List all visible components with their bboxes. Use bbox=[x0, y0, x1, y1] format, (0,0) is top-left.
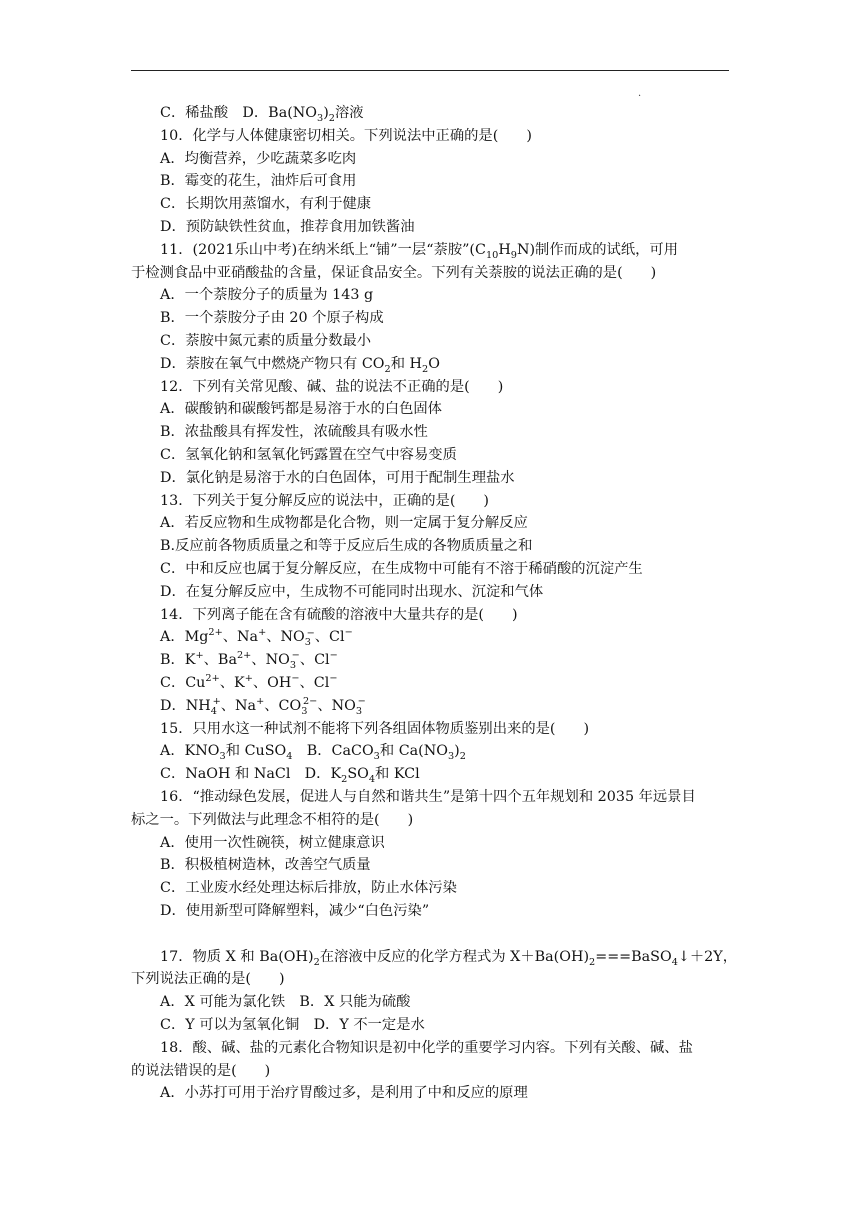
text-run: 18．酸、碱、盐的元素化合物知识是初中化学的重要学习内容。下列有关酸、碱、盐 bbox=[160, 1039, 693, 1056]
text-line-q15 bbox=[131, 718, 729, 741]
text-run: D．在复分解反应中，生成物不可能同时出现水、沉淀和气体 bbox=[160, 583, 544, 600]
superscript: − bbox=[291, 673, 300, 685]
ion-charge-stack bbox=[290, 649, 300, 672]
text-run: A．X 可能为氯化铁 B．X 只能为硫酸 bbox=[160, 994, 411, 1011]
text-run: 15．只用水这一种试剂不能将下列各组固体物质鉴别出来的是( bbox=[160, 720, 556, 737]
text-run: C．氢氧化钠和氢氧化钙露置在空气中容易变质 bbox=[160, 446, 457, 463]
text-line-q17_1 bbox=[131, 946, 737, 969]
text-run: ) bbox=[512, 606, 518, 623]
text-run: 的说法错误的是( bbox=[131, 1062, 237, 1079]
text-run: ) bbox=[650, 264, 657, 281]
text-run: 、Cl bbox=[299, 674, 330, 691]
superscript: − bbox=[329, 673, 338, 685]
text-run: ===BaSO bbox=[595, 948, 672, 965]
ion-subscript: 3 bbox=[355, 705, 363, 717]
text-run: 、Ba bbox=[203, 652, 237, 669]
text-run: H bbox=[498, 241, 511, 258]
text-run: A．小苏打可用于治疗胃酸过多，是利用了中和反应的原理 bbox=[160, 1085, 528, 1102]
subscript: 2 bbox=[384, 363, 391, 375]
text-run: 、Na bbox=[220, 697, 257, 714]
text-run: 和 Ca(NO bbox=[379, 743, 448, 760]
text-line-q14b bbox=[131, 649, 729, 672]
subscript: 10 bbox=[485, 249, 499, 261]
subscript: 3 bbox=[317, 112, 324, 124]
text-run: C．中和反应也属于复分解反应，在生成物中可能有不溶于稀硝酸的沉淀产生 bbox=[160, 560, 643, 577]
text-line-q10b bbox=[131, 170, 729, 193]
superscript: − bbox=[344, 627, 353, 639]
text-line-q17_2 bbox=[131, 968, 729, 991]
text-line-q11c bbox=[131, 330, 729, 353]
text-run: 10．化学与人体健康密切相关。下列说法中正确的是( bbox=[160, 127, 499, 144]
subscript: 3 bbox=[447, 751, 455, 763]
text-run: N)制作而成的试纸，可用 bbox=[516, 241, 679, 258]
text-line-q12a bbox=[131, 398, 729, 421]
text-line-q14 bbox=[131, 604, 729, 627]
ion-charge: − bbox=[306, 627, 315, 639]
ion-charge-stack bbox=[211, 695, 221, 718]
ion-charge: 2− bbox=[303, 695, 318, 707]
text-run: C．稀盐酸 D．Ba(NO bbox=[160, 105, 318, 121]
subscript: 2 bbox=[459, 751, 466, 763]
ion-charge: − bbox=[357, 695, 366, 707]
text-line-q17cd bbox=[131, 1014, 729, 1037]
text-line-q13b bbox=[131, 535, 729, 558]
text-run: 12．下列有关常见酸、碱、盐的说法不正确的是( bbox=[160, 378, 470, 395]
subscript: 2 bbox=[341, 773, 348, 785]
text-run: A．碳酸钠和碳酸钙都是易溶于水的白色固体 bbox=[160, 401, 442, 418]
text-run: 溶液 bbox=[334, 105, 364, 121]
text-line-q12 bbox=[131, 376, 729, 399]
ion-subscript: 3 bbox=[301, 705, 308, 717]
superscript: + bbox=[258, 627, 267, 639]
text-run: D．使用新型可降解塑料，减少“白色污染” bbox=[160, 902, 430, 919]
text-run: B.反应前各物质质量之和等于反应后生成的各物质质量之和 bbox=[160, 538, 533, 555]
superscript: + bbox=[195, 650, 204, 662]
subscript: 3 bbox=[373, 751, 380, 763]
text-run: 标之一。下列做法与此理念不相符的是( bbox=[131, 811, 380, 828]
page-dot-mark: · bbox=[638, 91, 642, 102]
text-line-q15ab bbox=[131, 740, 729, 763]
text-line-q11_1 bbox=[131, 239, 729, 262]
text-line-q9_cd bbox=[131, 102, 729, 125]
text-run: A．使用一次性碗筷，树立健康意识 bbox=[160, 834, 385, 851]
text-run: 、NO bbox=[317, 697, 356, 714]
text-run: A．KNO bbox=[160, 743, 220, 760]
text-run: A．Mg bbox=[160, 629, 209, 646]
text-run: D．氯化钠是易溶于水的白色固体，可用于配制生理盐水 bbox=[160, 469, 515, 486]
text-run: 在溶液中反应的化学方程式为 X＋Ba(OH) bbox=[319, 948, 590, 965]
ion-charge: − bbox=[291, 650, 300, 662]
subscript: 2 bbox=[313, 956, 320, 968]
text-run: C．长期饮用蒸馏水，有利于健康 bbox=[160, 196, 372, 213]
ion-charge: + bbox=[212, 695, 221, 707]
text-run: 于检测食品中亚硝酸盐的含量，保证食品安全。下列有关萘胺的说法正确的是( bbox=[131, 264, 623, 281]
text-line-q16d bbox=[131, 900, 729, 923]
text-run: ) bbox=[526, 127, 532, 144]
text-run: A．若反应物和生成物都是化合物，则一定属于复分解反应 bbox=[160, 515, 528, 532]
superscript: − bbox=[329, 650, 338, 662]
text-run: C．NaOH 和 NaCl D．K bbox=[160, 766, 342, 783]
text-run: B．浓盐酸具有挥发性，浓硫酸具有吸水性 bbox=[160, 424, 428, 441]
text-line-q10a bbox=[131, 148, 729, 171]
text-run: 和 H bbox=[390, 355, 423, 372]
text-run: A．一个萘胺分子的质量为 143 g bbox=[160, 287, 374, 304]
text-run: ) bbox=[497, 378, 504, 395]
text-line-q10c bbox=[131, 193, 729, 216]
text-line-q11a bbox=[131, 284, 729, 307]
text-run: 16．“推动绿色发展，促进人与自然和谐共生”是第十四个五年规划和 2035 年远景目 bbox=[160, 788, 696, 805]
text-run: 和 KCl bbox=[375, 766, 420, 783]
ion-subscript: 3 bbox=[304, 637, 311, 649]
text-run: ) bbox=[323, 105, 329, 121]
text-run: ) bbox=[583, 720, 590, 737]
document-body bbox=[131, 102, 737, 1105]
ion-subscript: 3 bbox=[289, 659, 297, 671]
text-line-q13a bbox=[131, 512, 729, 535]
text-line-q12b bbox=[131, 421, 729, 444]
text-run: C．萘胺中氮元素的质量分数最小 bbox=[160, 332, 372, 349]
text-run: B．积极植树造林，改善空气质量 bbox=[160, 857, 371, 874]
text-line-q16a bbox=[131, 832, 729, 855]
text-run: 、CO bbox=[264, 697, 302, 714]
superscript: 2+ bbox=[236, 650, 252, 662]
text-run: ) bbox=[278, 971, 285, 988]
subscript: 3 bbox=[219, 751, 226, 763]
text-line-q16_2 bbox=[131, 809, 729, 832]
text-run: 、K bbox=[219, 674, 245, 691]
superscript: 2+ bbox=[205, 673, 220, 685]
text-run: D．萘胺在氧气中燃烧产物只有 CO bbox=[160, 355, 385, 372]
text-line-q16c bbox=[131, 877, 729, 900]
subscript: 4 bbox=[286, 751, 293, 763]
text-line-q17ab bbox=[131, 991, 729, 1014]
text-run: B．CaCO bbox=[292, 743, 374, 760]
text-run: ) bbox=[454, 743, 460, 760]
text-line-q12c bbox=[131, 444, 729, 467]
text-run: 11．(2021乐山中考)在纳米纸上“铺”一层“萘胺”(C bbox=[160, 241, 486, 258]
text-run: 下列说法正确的是( bbox=[131, 971, 251, 988]
paragraph-gap bbox=[131, 923, 729, 946]
text-line-q18_1 bbox=[131, 1037, 729, 1060]
subscript: 2 bbox=[589, 956, 596, 968]
text-line-q16_1 bbox=[131, 786, 729, 809]
text-run: O bbox=[428, 355, 440, 372]
text-run: 、Na bbox=[222, 629, 259, 646]
superscript: + bbox=[256, 695, 265, 707]
subscript: 2 bbox=[422, 363, 429, 375]
text-line-q18_2 bbox=[131, 1060, 729, 1083]
text-line-q14d bbox=[131, 695, 729, 718]
text-run: B．一个萘胺分子由 20 个原子构成 bbox=[160, 310, 384, 327]
text-run: 17．物质 X 和 Ba(OH) bbox=[160, 948, 314, 965]
header-rule bbox=[131, 70, 729, 71]
text-run: 、NO bbox=[266, 629, 305, 646]
text-run: ) bbox=[407, 811, 414, 828]
text-run: 、OH bbox=[252, 674, 292, 691]
text-run: B．K bbox=[160, 652, 196, 669]
text-line-q15cd bbox=[131, 763, 729, 786]
text-run: C．Y 可以为氢氧化铜 D．Y 不一定是水 bbox=[160, 1017, 425, 1034]
text-run: 、NO bbox=[251, 652, 290, 669]
text-run: C．Cu bbox=[160, 674, 206, 691]
text-line-q11_2 bbox=[131, 262, 729, 285]
text-run: SO bbox=[347, 766, 369, 783]
text-line-q13c bbox=[131, 558, 729, 581]
text-run: 14．下列离子能在含有硫酸的溶液中大量共存的是( bbox=[160, 606, 485, 623]
text-line-q13 bbox=[131, 490, 729, 513]
subscript: 4 bbox=[368, 773, 376, 785]
text-run: ) bbox=[264, 1062, 271, 1079]
text-line-q12d bbox=[131, 467, 729, 490]
subscript: 4 bbox=[671, 956, 678, 968]
text-run: D．NH bbox=[160, 697, 211, 714]
text-line-q18a bbox=[131, 1082, 729, 1105]
text-run: 和 CuSO bbox=[225, 743, 287, 760]
text-run: ↓＋2Y， bbox=[677, 948, 737, 965]
text-run: 13．下列关于复分解反应的说法中，正确的是( bbox=[160, 492, 456, 509]
text-line-q14a bbox=[131, 626, 729, 649]
ion-charge-stack bbox=[356, 695, 366, 718]
text-line-q10d bbox=[131, 216, 729, 239]
text-run: 、Cl bbox=[314, 629, 345, 646]
superscript: 2+ bbox=[208, 627, 223, 639]
text-run: ) bbox=[483, 492, 489, 509]
text-line-q11b bbox=[131, 307, 729, 330]
text-run: 、Cl bbox=[299, 652, 330, 669]
text-run: D．预防缺铁性贫血，推荐食用加铁酱油 bbox=[160, 218, 415, 235]
text-run: C．工业废水经处理达标后排放，防止水体污染 bbox=[160, 880, 457, 897]
ion-charge-stack bbox=[301, 695, 317, 718]
subscript: 9 bbox=[510, 249, 517, 261]
superscript: + bbox=[244, 673, 253, 685]
text-run: B．霉变的花生，油炸后可食用 bbox=[160, 173, 357, 190]
ion-subscript: 4 bbox=[210, 705, 217, 717]
text-run: A．均衡营养，少吃蔬菜多吃肉 bbox=[160, 150, 357, 167]
text-line-q11d bbox=[131, 353, 729, 376]
text-line-q10 bbox=[131, 125, 729, 148]
ion-charge-stack bbox=[305, 626, 315, 649]
text-line-q13d bbox=[131, 581, 729, 604]
text-line-q16b bbox=[131, 854, 729, 877]
subscript: 2 bbox=[328, 112, 335, 124]
text-line-q14c bbox=[131, 672, 729, 695]
